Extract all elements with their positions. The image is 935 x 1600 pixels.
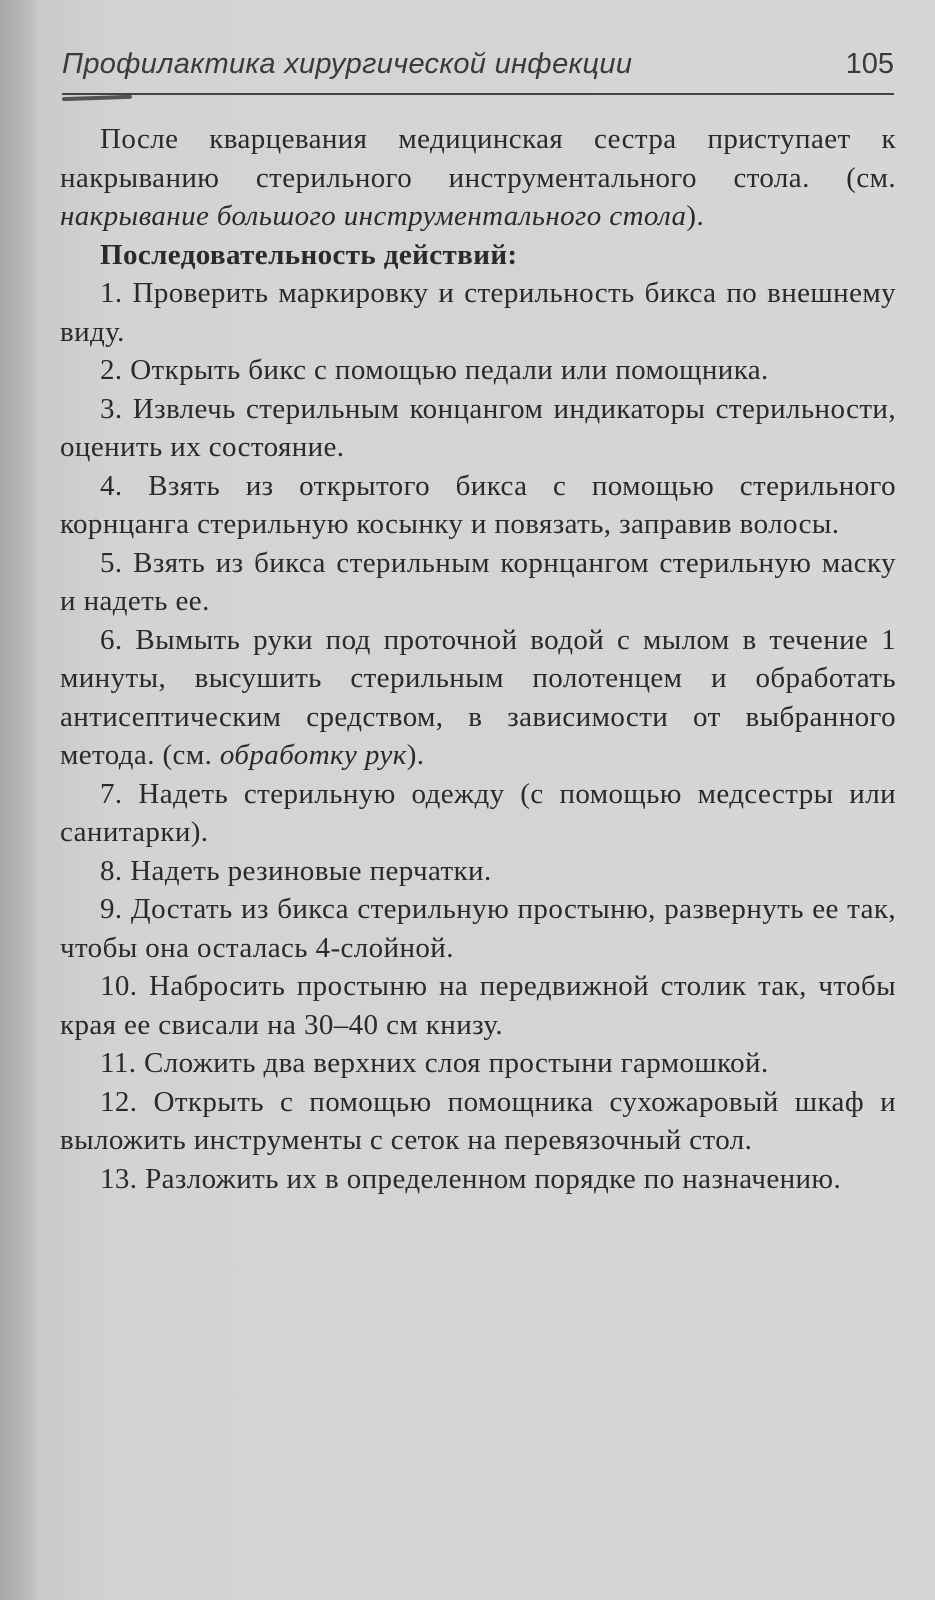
step-4: 4. Взять из открытого бикса с помощью стерильного корнцанга стерильную косынку и повязать, заправив волосы. [60,469,896,540]
step-5: 5. Взять из бикса стерильным корнцангом стерильную маску и надеть ее. [60,546,896,617]
sequence-heading: Последовательность действий: [100,238,518,271]
step-1: 1. Проверить маркировку и стерильность бикса по внешнему виду. [60,277,896,348]
body-text [60,120,896,1198]
step-2: 2. Открыть бикс с помощью педали или помощника. [100,354,769,386]
step-6-italic-reference: обработку рук [219,739,407,771]
step-6: 6. Вымыть руки под проточной водой с мылом в течение 1 минуты, высушить стерильным полотенцем и обработать антисептическим средством, в зависимости от выбранного метода. (см. обработку рук). [60,623,896,771]
step-10: 10. Набросить простыню на передвижной столик так, чтобы края ее свисали на 30–40 см книзу. [60,970,896,1041]
header-rule [62,93,894,95]
step-13: 13. Разложить их в определенном порядке по назначению. [100,1162,842,1195]
spine-shadow [0,0,40,1600]
step-3: 3. Извлечь стерильным концангом индикаторы стерильности, оценить их состояние. [60,392,896,463]
step-8: 8. Надеть резиновые перчатки. [100,854,492,887]
intro-italic-reference: накрывание большого инструментального стола [60,200,687,232]
step-9: 9. Достать из бикса стерильную простыню, развернуть ее так, чтобы она осталась 4-слойной. [60,893,896,964]
header-rule-accent [62,95,132,101]
intro-paragraph: После кварцевания медицинская сестра приступает к накрыванию стерильного инструментального стола. (см. накрывание большого инструментального стола). [60,123,896,232]
step-12: 12. Открыть с помощью помощника сухожаровый шкаф и выложить инструменты с сеток на перевязочный стол. [60,1085,896,1156]
running-title: Профилактика хирургической инфекции [62,48,633,80]
step-11: 11. Сложить два верхних слоя простыни гармошкой. [100,1047,769,1079]
step-7: 7. Надеть стерильную одежду (с помощью медсестры или санитарки). [60,777,896,848]
page-number: 105 [845,48,894,80]
running-head [62,48,894,92]
